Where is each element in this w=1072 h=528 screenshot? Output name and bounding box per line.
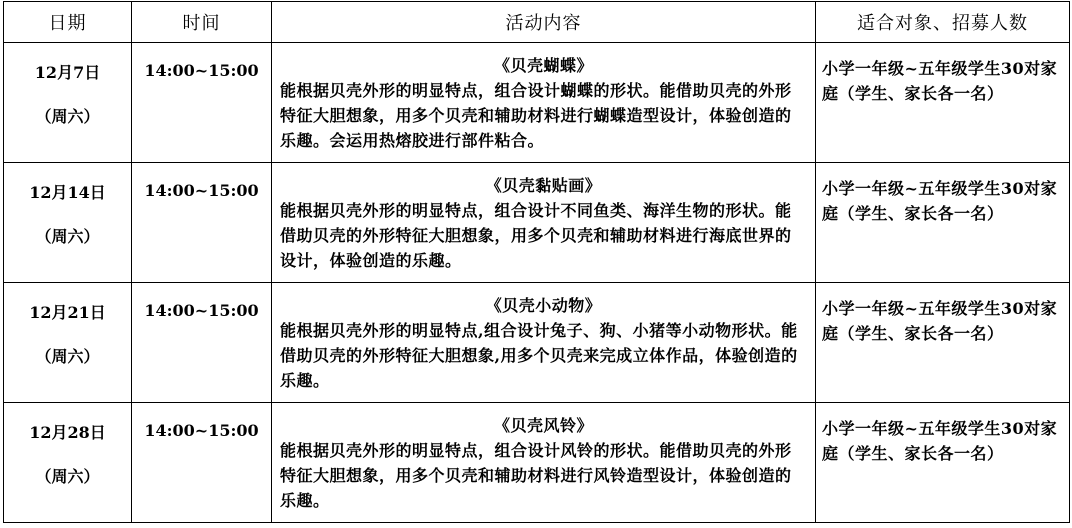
weekday-value: （周六） xyxy=(35,107,100,126)
date-cell xyxy=(4,163,132,283)
table-row xyxy=(4,403,1070,523)
weekday-value: （周六） xyxy=(35,347,100,366)
target-cell: 小学一年级~五年级学生30对家庭（学生、家长各一名） xyxy=(816,163,1070,283)
activity-title: 《贝壳黏贴画》 xyxy=(485,176,602,195)
target-cell: 小学一年级~五年级学生30对家庭（学生、家长各一名） xyxy=(816,283,1070,403)
date-value: 12月28日 xyxy=(29,423,106,442)
date-value: 12月14日 xyxy=(29,183,106,202)
header-content: 活动内容 xyxy=(272,2,816,43)
table-row xyxy=(4,43,1070,163)
activity-description: 能根据贝壳外形的明显特点，组合设计风铃的形状。能借助贝壳的外形特征大胆想象，用多个贝壳和辅助材料进行风铃造型设计，体验创造的乐趣。 xyxy=(280,441,792,510)
table-header-row xyxy=(4,2,1070,43)
target-cell: 小学一年级~五年级学生30对家庭（学生、家长各一名） xyxy=(816,403,1070,523)
activity-description: 能根据贝壳外形的明显特点，组合设计不同鱼类、海洋生物的形状。能借助贝壳的外形特征大胆想象，用多个贝壳和辅助材料进行海底世界的设计，体验创造的乐趣。 xyxy=(280,201,792,270)
date-value: 12月21日 xyxy=(29,303,106,322)
header-target: 适合对象、招募人数 xyxy=(816,2,1070,43)
activity-schedule-table xyxy=(3,1,1070,523)
content-cell xyxy=(272,283,816,403)
header-time: 时间 xyxy=(132,2,272,43)
weekday-value: （周六） xyxy=(35,227,100,246)
time-cell: 14:00~15:00 xyxy=(132,43,272,163)
activity-description: 能根据贝壳外形的明显特点，组合设计蝴蝶的形状。能借助贝壳的外形特征大胆想象，用多个贝壳和辅助材料进行蝴蝶造型设计，体验创造的乐趣。会运用热熔胶进行部件粘合。 xyxy=(280,81,792,150)
time-cell: 14:00~15:00 xyxy=(132,163,272,283)
target-cell: 小学一年级~五年级学生30对家庭（学生、家长各一名） xyxy=(816,43,1070,163)
table-row xyxy=(4,283,1070,403)
time-cell: 14:00~15:00 xyxy=(132,283,272,403)
content-cell xyxy=(272,163,816,283)
content-cell xyxy=(272,403,816,523)
header-date: 日期 xyxy=(4,2,132,43)
activity-title: 《贝壳蝴蝶》 xyxy=(493,56,593,75)
date-cell xyxy=(4,283,132,403)
activity-title: 《贝壳小动物》 xyxy=(485,296,602,315)
date-cell xyxy=(4,403,132,523)
content-cell xyxy=(272,43,816,163)
activity-title: 《贝壳风铃》 xyxy=(493,416,593,435)
weekday-value: （周六） xyxy=(35,467,100,486)
table-row xyxy=(4,163,1070,283)
time-cell: 14:00~15:00 xyxy=(132,403,272,523)
activity-description: 能根据贝壳外形的明显特点,组合设计兔子、狗、小猪等小动物形状。能借助贝壳的外形特征大胆想象,用多个贝壳来完成立体作品，体验创造的乐趣。 xyxy=(280,321,798,390)
date-value: 12月7日 xyxy=(34,63,101,82)
date-cell xyxy=(4,43,132,163)
